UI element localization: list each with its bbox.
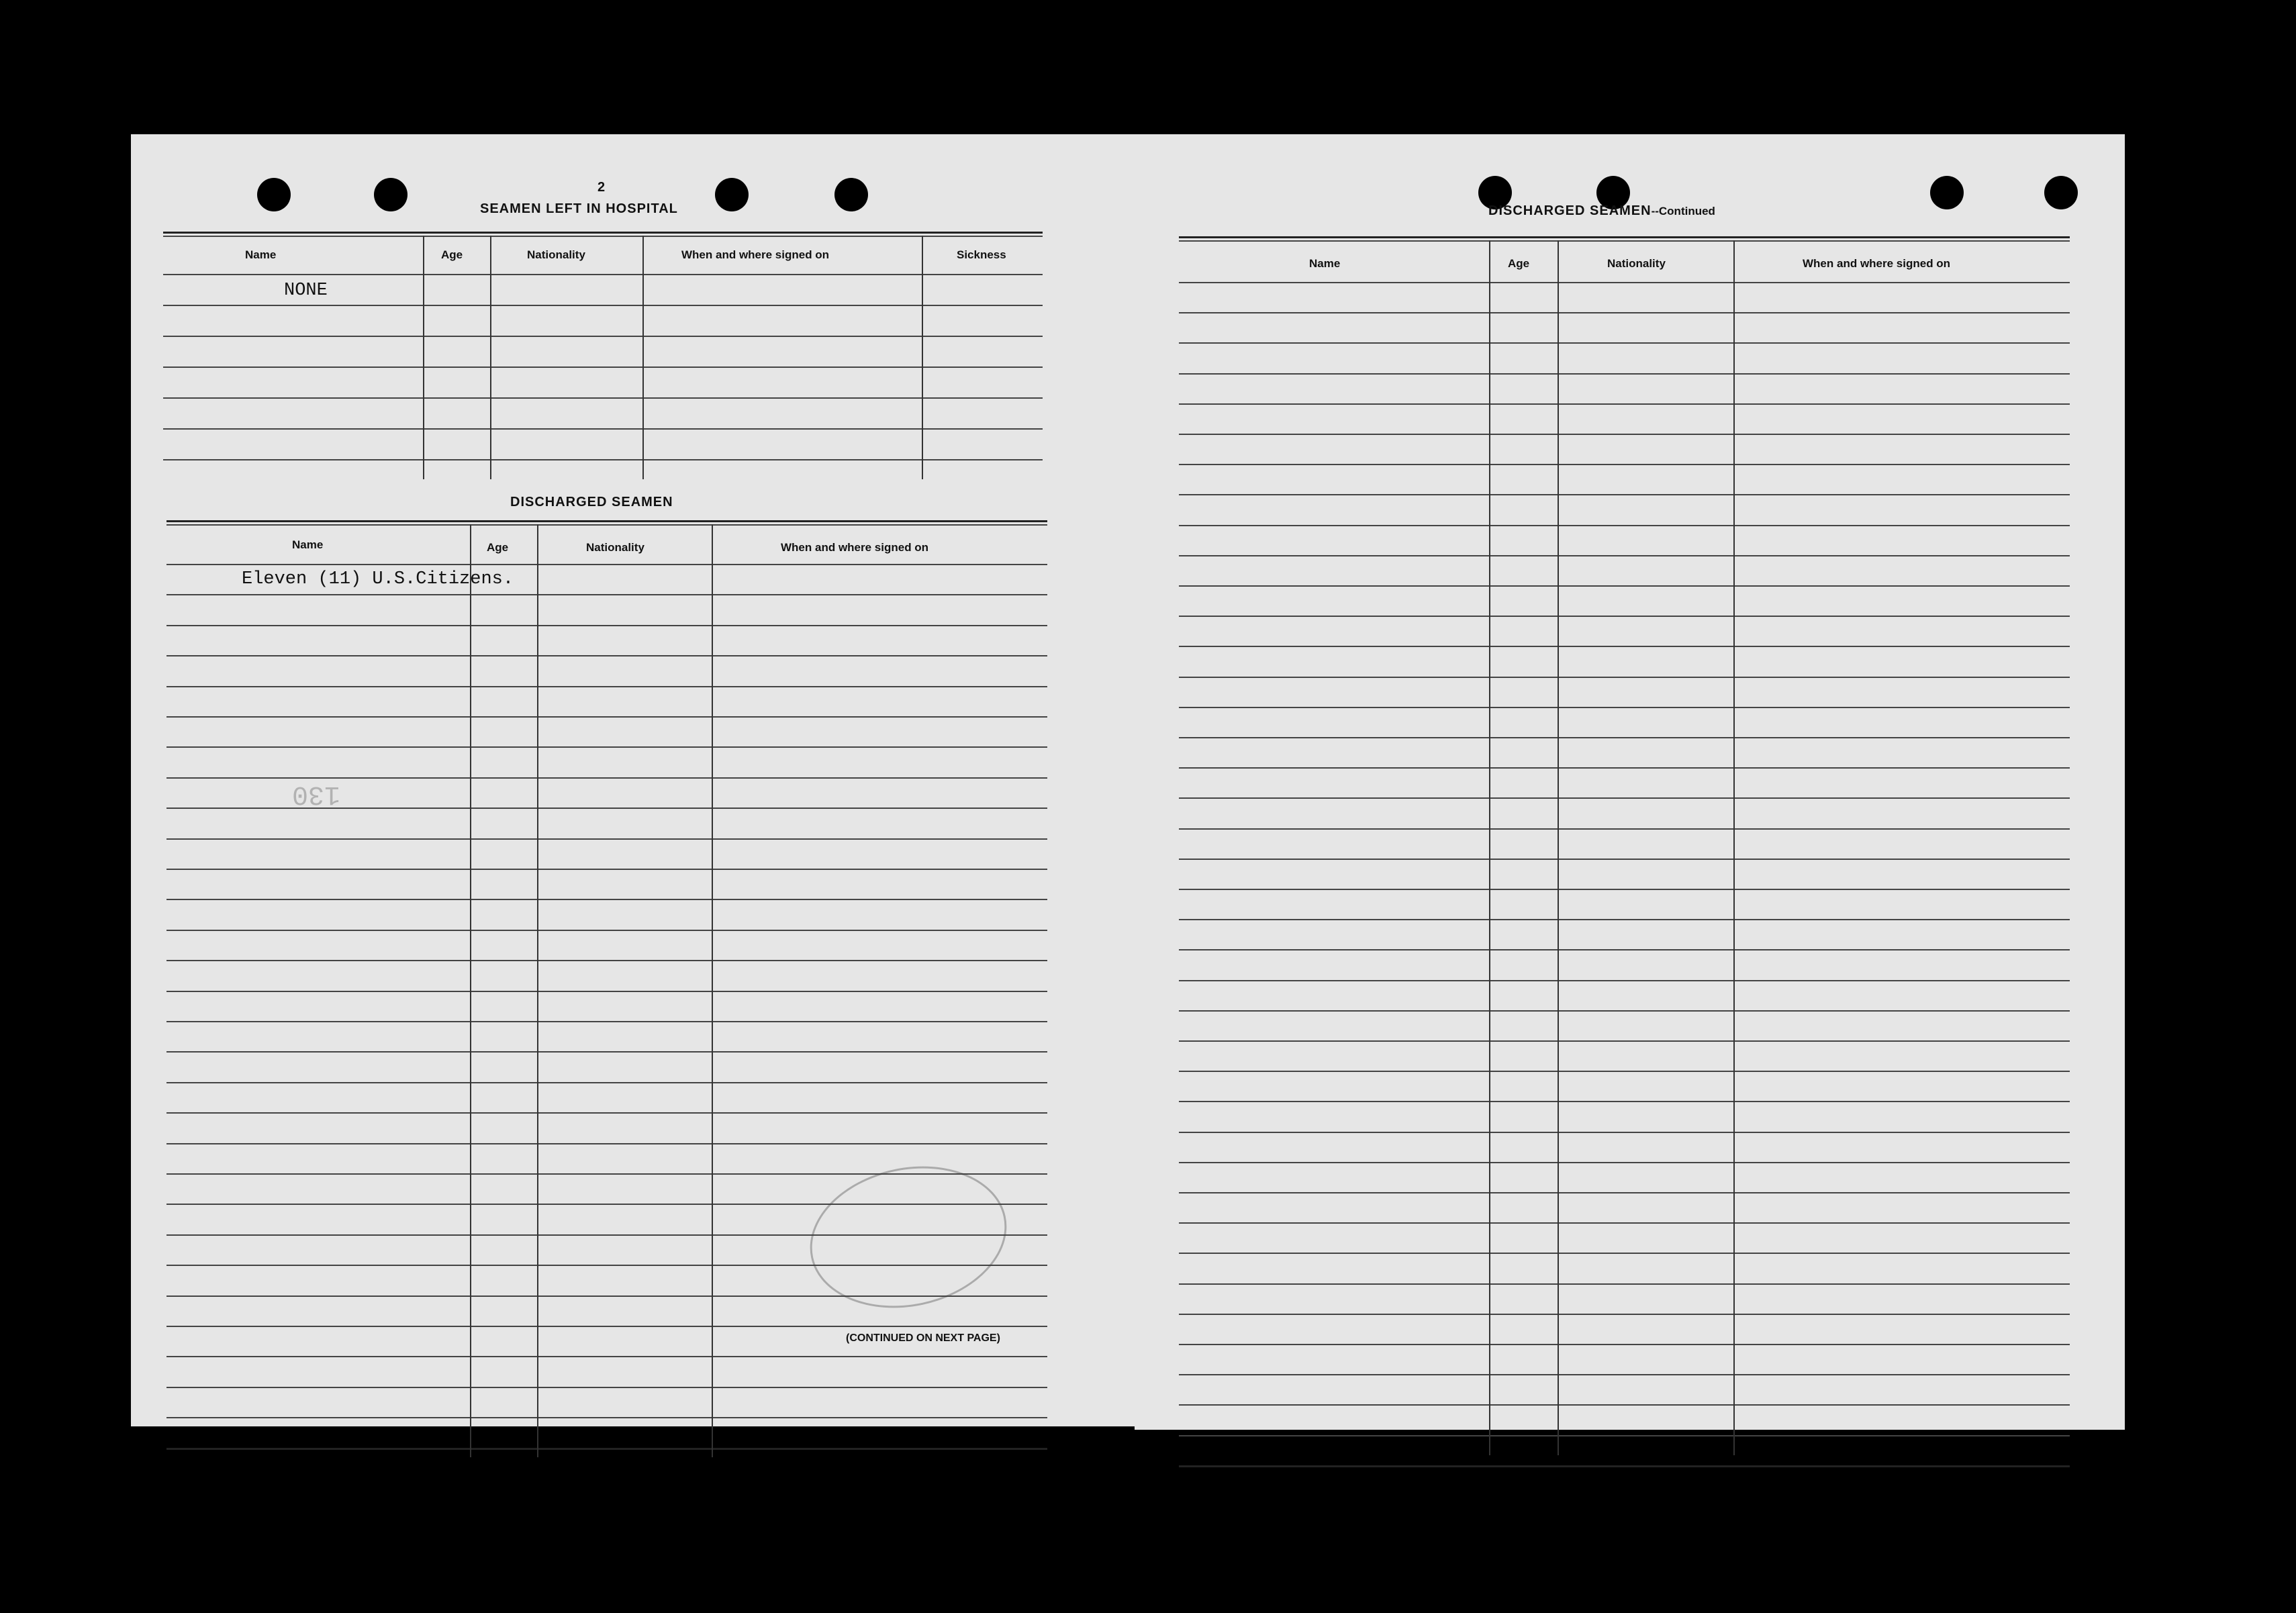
column-header-signed-on: When and where signed on bbox=[781, 541, 929, 554]
table-rule bbox=[1179, 342, 2070, 344]
table-rule bbox=[166, 625, 1047, 626]
column-header-name: Name bbox=[292, 538, 324, 551]
column-divider bbox=[490, 236, 491, 479]
table-rule bbox=[1179, 1253, 2070, 1254]
column-header-signed-on: When and where signed on bbox=[1803, 257, 1951, 270]
table-rule bbox=[1179, 737, 2070, 738]
table-rule bbox=[163, 428, 1043, 430]
table-rule bbox=[1179, 767, 2070, 769]
table-rule bbox=[166, 838, 1047, 840]
table-rule bbox=[1179, 525, 2070, 526]
table-rule bbox=[1179, 1192, 2070, 1193]
table-rule bbox=[1179, 1374, 2070, 1375]
table-rule bbox=[1179, 949, 2070, 950]
discharged-entry-name: Eleven (11) U.S.Citizens. bbox=[242, 569, 514, 589]
punch-hole bbox=[834, 178, 868, 211]
column-divider bbox=[423, 236, 424, 479]
table-rule bbox=[166, 1082, 1047, 1083]
bleed-through-number: 130 bbox=[292, 779, 341, 809]
column-divider bbox=[1489, 240, 1490, 1455]
table-rule bbox=[1179, 1404, 2070, 1406]
table-rule bbox=[1179, 646, 2070, 647]
table-rule bbox=[166, 746, 1047, 748]
column-header-nationality: Nationality bbox=[586, 541, 644, 554]
column-divider bbox=[1558, 240, 1559, 1455]
table-rule bbox=[1179, 240, 2070, 242]
column-header-age: Age bbox=[1508, 257, 1530, 270]
hospital-title: SEAMEN LEFT IN HOSPITAL bbox=[480, 201, 678, 216]
column-header-age: Age bbox=[487, 541, 509, 554]
column-header-signed-on: When and where signed on bbox=[681, 248, 830, 261]
column-header-age: Age bbox=[441, 248, 463, 261]
table-rule bbox=[1179, 677, 2070, 678]
table-rule bbox=[1179, 707, 2070, 708]
column-divider bbox=[1733, 240, 1735, 1455]
table-rule bbox=[1179, 282, 2070, 283]
table-rule bbox=[166, 1051, 1047, 1053]
table-rule bbox=[1179, 1010, 2070, 1012]
table-rule bbox=[1179, 403, 2070, 405]
table-rule bbox=[1179, 1465, 2070, 1467]
column-divider bbox=[712, 524, 713, 1457]
table-rule bbox=[166, 716, 1047, 718]
table-rule bbox=[1179, 1040, 2070, 1042]
table-rule bbox=[166, 524, 1047, 526]
table-rule bbox=[1179, 1132, 2070, 1133]
received-stamp bbox=[797, 1148, 1020, 1325]
page-number: 2 bbox=[597, 180, 606, 195]
table-rule bbox=[1179, 1435, 2070, 1436]
punch-hole bbox=[257, 178, 291, 211]
table-rule bbox=[1179, 616, 2070, 617]
table-rule bbox=[1179, 312, 2070, 313]
table-rule bbox=[166, 1326, 1047, 1327]
table-rule bbox=[1179, 1222, 2070, 1224]
table-rule bbox=[166, 655, 1047, 656]
table-rule bbox=[1179, 236, 2070, 238]
column-divider bbox=[470, 524, 471, 1457]
table-rule bbox=[1179, 797, 2070, 799]
table-rule bbox=[1179, 1314, 2070, 1315]
table-rule bbox=[166, 899, 1047, 900]
column-header-name: Name bbox=[1309, 257, 1341, 270]
punch-hole bbox=[2044, 176, 2078, 209]
table-rule bbox=[166, 960, 1047, 961]
table-rule bbox=[163, 366, 1043, 368]
table-rule bbox=[1179, 1101, 2070, 1102]
table-rule bbox=[166, 520, 1047, 522]
table-rule bbox=[166, 1143, 1047, 1144]
table-rule bbox=[166, 564, 1047, 565]
left-page bbox=[131, 134, 1138, 1426]
column-header-nationality: Nationality bbox=[1607, 257, 1666, 270]
table-rule bbox=[1179, 1283, 2070, 1285]
table-rule bbox=[1179, 585, 2070, 587]
table-rule bbox=[166, 1387, 1047, 1388]
table-rule bbox=[1179, 1162, 2070, 1163]
table-rule bbox=[163, 336, 1043, 337]
table-rule bbox=[1179, 1344, 2070, 1345]
table-rule bbox=[1179, 980, 2070, 981]
punch-hole bbox=[1930, 176, 1964, 209]
column-divider bbox=[537, 524, 538, 1457]
table-rule bbox=[163, 305, 1043, 306]
column-header-sickness: Sickness bbox=[957, 248, 1006, 261]
continued-note: (CONTINUED ON NEXT PAGE) bbox=[846, 1332, 1000, 1344]
punch-hole bbox=[374, 178, 408, 211]
table-rule bbox=[166, 594, 1047, 595]
table-rule bbox=[163, 232, 1043, 234]
table-rule bbox=[166, 1021, 1047, 1022]
table-rule bbox=[1179, 464, 2070, 465]
table-rule bbox=[166, 991, 1047, 992]
right-page bbox=[1135, 134, 2125, 1430]
table-rule bbox=[166, 869, 1047, 870]
table-rule bbox=[1179, 828, 2070, 830]
table-rule bbox=[163, 397, 1043, 399]
table-rule bbox=[166, 1448, 1047, 1450]
table-rule bbox=[166, 1112, 1047, 1114]
column-header-nationality: Nationality bbox=[527, 248, 585, 261]
table-rule bbox=[163, 274, 1043, 275]
table-rule bbox=[1179, 494, 2070, 495]
table-rule bbox=[1179, 859, 2070, 860]
table-rule bbox=[1179, 555, 2070, 556]
table-rule bbox=[1179, 889, 2070, 890]
table-rule bbox=[166, 930, 1047, 931]
table-rule bbox=[166, 686, 1047, 687]
column-header-name: Name bbox=[245, 248, 277, 261]
table-rule bbox=[1179, 373, 2070, 375]
continued-title-main: DISCHARGED SEAMEN bbox=[1488, 203, 1652, 218]
table-rule bbox=[1179, 919, 2070, 920]
table-rule bbox=[1179, 434, 2070, 435]
table-rule bbox=[163, 236, 1043, 237]
column-divider bbox=[642, 236, 644, 479]
continued-title bbox=[1488, 203, 1715, 219]
table-rule bbox=[166, 1356, 1047, 1357]
continued-title-suffix: --Continued bbox=[1651, 205, 1715, 217]
table-rule bbox=[163, 459, 1043, 460]
punch-hole bbox=[715, 178, 749, 211]
table-rule bbox=[166, 1417, 1047, 1418]
column-divider bbox=[922, 236, 923, 479]
table-rule bbox=[1179, 1071, 2070, 1072]
hospital-entry-name: NONE bbox=[284, 281, 328, 301]
discharged-title: DISCHARGED SEAMEN bbox=[510, 495, 673, 509]
